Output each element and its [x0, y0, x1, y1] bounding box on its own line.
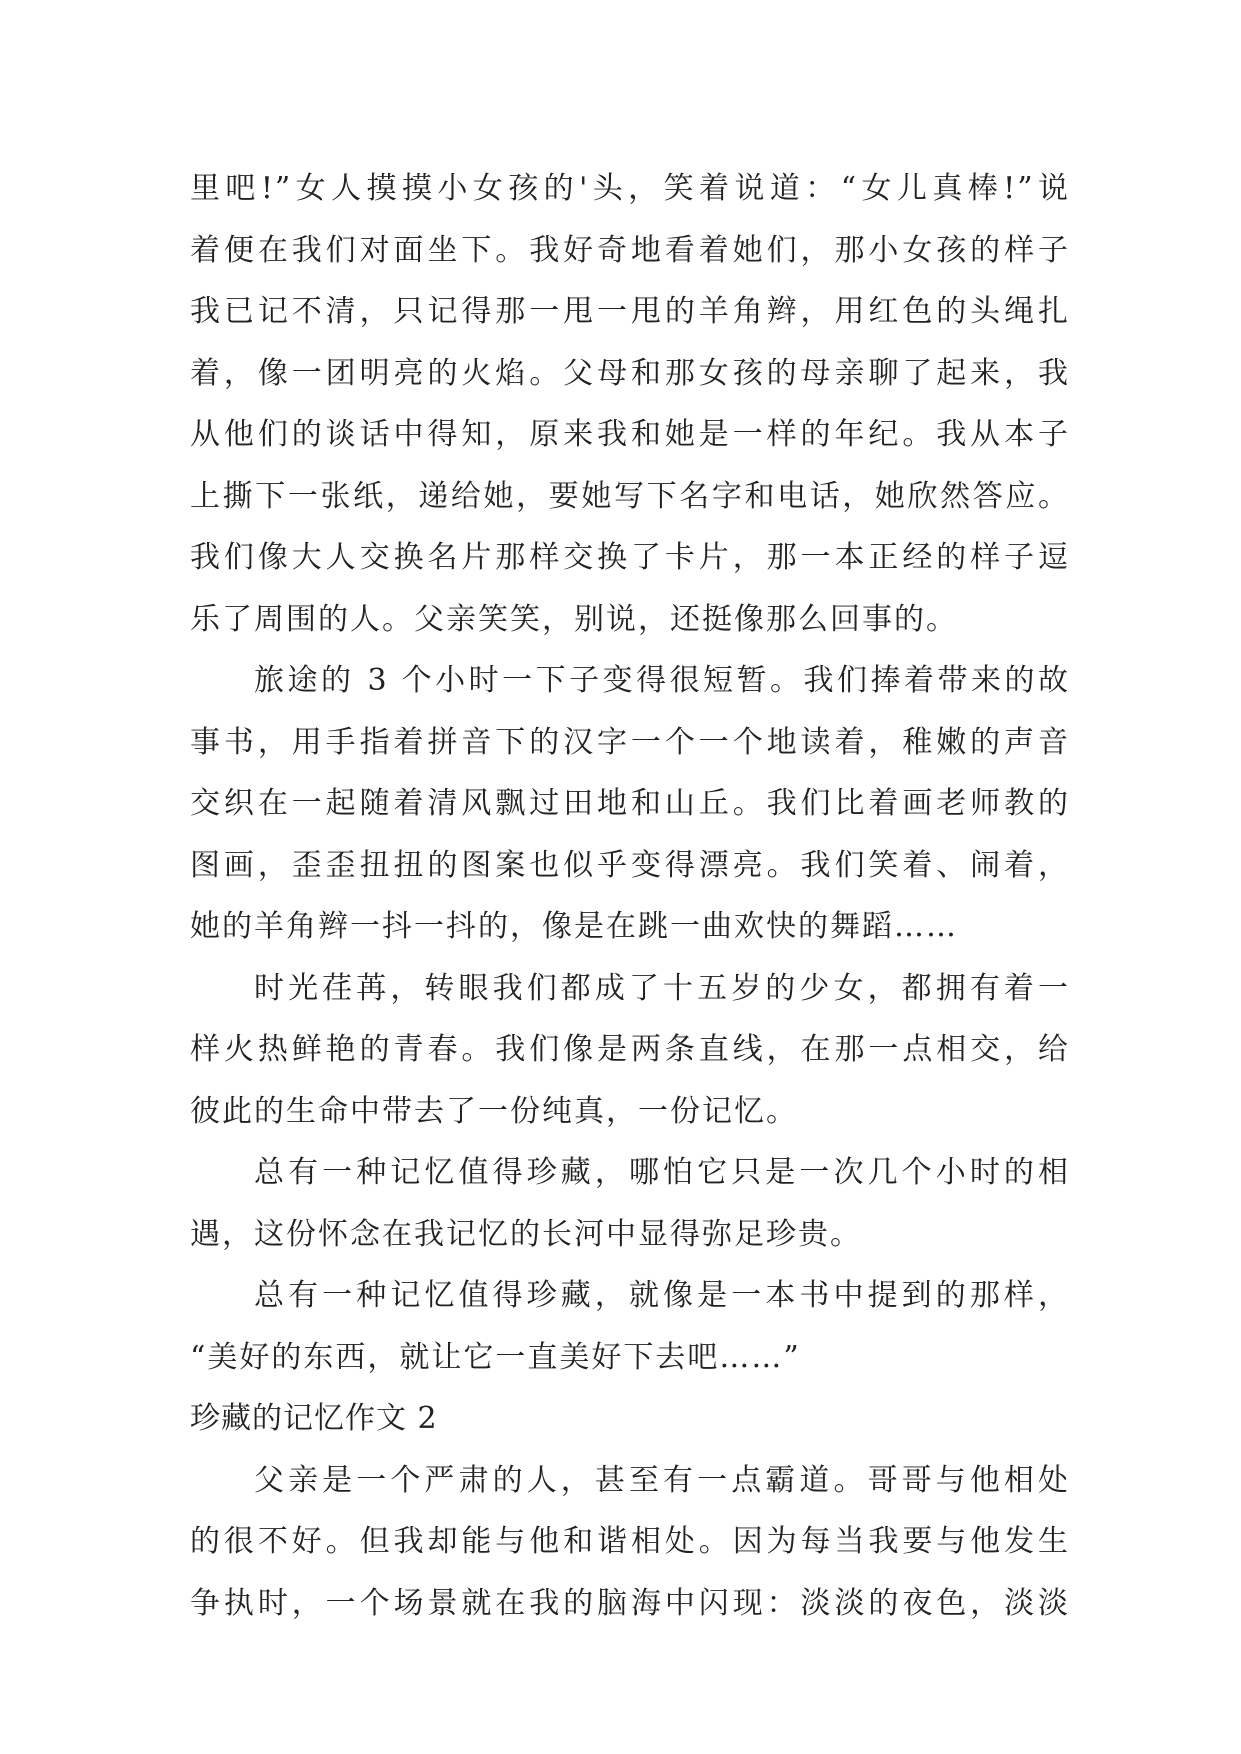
- paragraph-first-line: 父亲是一个严肃的人，甚至有一点霸道。哥哥与他相处: [254, 1462, 1070, 1498]
- text-line: 里吧!”女人摸摸小女孩的'头，笑着说道：“女儿真棒!”说: [190, 171, 1070, 206]
- text-line: 样火热鲜艳的青春。我们像是两条直线，在那一点相交，给: [190, 1032, 1070, 1067]
- paragraph-first-line: 旅途的 3 个小时一下子变得很短暂。我们捧着带来的故: [254, 663, 1070, 698]
- section-heading: 珍藏的记忆作文 2: [190, 1401, 438, 1436]
- text-line: 争执时，一个场景就在我的脑海中闪现：淡淡的夜色，淡淡: [190, 1585, 1070, 1621]
- text-line: 交织在一起随着清风飘过田地和山丘。我们比着画老师教的: [190, 786, 1070, 821]
- text-line: 图画，歪歪扭扭的图案也似乎变得漂亮。我们笑着、闹着，: [190, 847, 1070, 883]
- text-line: 着，像一团明亮的火焰。父母和那女孩的母亲聊了起来，我: [190, 355, 1070, 391]
- document-body: [190, 158, 1070, 1634]
- text-line: 的很不好。但我却能与他和谐相处。因为每当我要与他发生: [190, 1524, 1070, 1559]
- text-line: 从他们的谈话中得知，原来我和她是一样的年纪。我从本子: [190, 417, 1070, 452]
- text-line: 我们像大人交换名片那样交换了卡片，那一本正经的样子逗: [190, 540, 1070, 575]
- text-line: 乐了周围的人。父亲笑笑，别说，还挺像那么回事的。: [190, 601, 958, 637]
- text-line: 彼此的生命中带去了一份纯真，一份记忆。: [190, 1093, 798, 1129]
- text-line: 上撕下一张纸，递给她，要她写下名字和电话，她欣然答应。: [190, 478, 1070, 514]
- text-line: 遇，这份怀念在我记忆的长河中显得弥足珍贵。: [190, 1216, 862, 1252]
- paragraph-first-line: 总有一种记忆值得珍藏，哪怕它只是一次几个小时的相: [254, 1155, 1070, 1190]
- text-line: 事书，用手指着拼音下的汉字一个一个地读着，稚嫩的声音: [190, 724, 1070, 760]
- text-line: 我已记不清，只记得那一甩一甩的羊角辫，用红色的头绳扎: [190, 294, 1070, 329]
- text-line: “美好的东西，就让它一直美好下去吧……”: [190, 1339, 801, 1375]
- text-line: 她的羊角辫一抖一抖的，像是在跳一曲欢快的舞蹈……: [190, 909, 958, 944]
- text-line: 着便在我们对面坐下。我好奇地看着她们，那小女孩的样子: [190, 232, 1070, 268]
- paragraph-first-line: 时光荏苒，转眼我们都成了十五岁的少女，都拥有着一: [254, 970, 1070, 1006]
- paragraph-first-line: 总有一种记忆值得珍藏，就像是一本书中提到的那样，: [254, 1278, 1070, 1313]
